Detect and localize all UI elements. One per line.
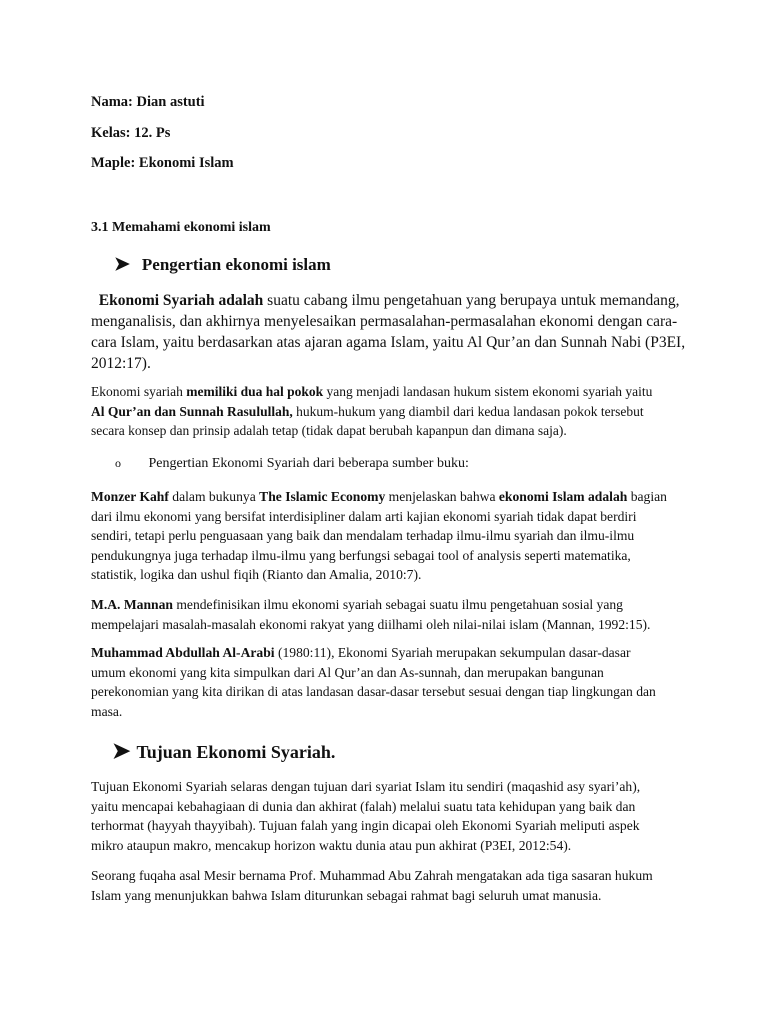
heading-tujuan-text: Tujuan Ekonomi Syariah.: [136, 742, 336, 762]
student-class: Kelas: 12. Ps: [91, 125, 171, 141]
paragraph-mannan: M.A. Mannan mendefinisikan ilmu ekonomi syariah sebagai suatu ilmu pengetahuan sosial yang mempelajari masalah-masalah ekonomi rakyat yang diilhami oleh nilai-nilai islam (Mannan, 1992:15).: [91, 597, 651, 632]
paragraph-definition: Ekonomi Syariah adalah suatu cabang ilmu pengetahuan yang berupaya untuk memandang, menganalisis, dan akhirnya menyelesaikan permasalahan-permasalahan ekonomi dengan cara- cara Islam, yaitu berdasarkan atas ajaran agama Islam, yaitu Al Qur’an dan Sunnah Nabi (P3EI, 2012:17).: [91, 292, 686, 372]
paragraph-monzer-kahf: Monzer Kahf dalam bukunya The Islamic Economy menjelaskan bahwa ekonomi Islam adalah bagian dari ilmu ekonomi yang bersifat interdisipliner dalam arti kajian ekonomi syariah tidak dapat berdiri sendiri, tetapi perlu penguasaan yang baik dan mendalam terhadap ilmu-ilmu syariah dan ilmu-ilmu pendukungnya juga terhadap ilmu-ilmu yang berfungsi sebagai tool of analysis seperti matematika, statistik, logika dan ushul fiqih (Rianto dan Amalia, 2010:7).: [91, 489, 667, 582]
section-title: 3.1 Memahami ekonomi islam: [91, 220, 271, 235]
term-ekonomi-syariah: Ekonomi Syariah adalah: [98, 292, 264, 309]
bullet-item: o Pengertian Ekonomi Syariah dari beberapa sumber buku:: [115, 456, 469, 471]
paragraph-al-arabi: Muhammad Abdullah Al-Arabi (1980:11), Ekonomi Syariah merupakan sekumpulan dasar-dasar umum ekonomi yang kita simpulkan dari Al Qur’an dan As-sunnah, dan merupakan bangunan perekonomian yang kita dirikan di atas landasan dasar-dasar tersebut sesuai dengan tiap lingkungan dan masa.: [91, 645, 656, 719]
circle-bullet-icon: o: [115, 456, 121, 470]
heading-tujuan: [112, 738, 335, 764]
paragraph-dua-hal-pokok: Ekonomi syariah memiliki dua hal pokok yang menjadi landasan hukum sistem ekonomi syariah yaitu Al Qur’an dan Sunnah Rasulullah, hukum-hukum yang diambil dari kedua landasan pokok tersebut secara konsep dan prinsip adalah tetap (tidak dapat berubah kapanpun dan dimana saja).: [91, 384, 653, 438]
subject: Maple: Ekonomi Islam: [91, 155, 234, 171]
paragraph-abu-zahrah: Seorang fuqaha asal Mesir bernama Prof. Muhammad Abu Zahrah mengatakan ada tiga sasaran hukum Islam yang menunjukkan bahwa Islam diturunkan sebagai rahmat bagi seluruh umat manusia.: [91, 868, 653, 903]
arrow-bullet-icon: ➤: [114, 254, 130, 275]
arrow-bullet-icon: ➤: [112, 738, 131, 763]
paragraph-tujuan: Tujuan Ekonomi Syariah selaras dengan tujuan dari syariat Islam itu sendiri (maqashid asy syari’ah), yaitu mencapai kebahagiaan di dunia dan akhirat (falah) melalui suatu tata kehidupan yang baik dan terhormat (hayyah thayyibah). Tujuan falah yang ingin dicapai oleh Ekonomi Syariah meliputi aspek mikro ataupun makro, mencakup horizon waktu dunia atau pun akhirat (P3EI, 2012:54).: [91, 779, 641, 853]
heading-pengertian-text: Pengertian ekonomi islam: [141, 255, 331, 274]
heading-pengertian: [114, 253, 331, 276]
student-name: Nama: Dian astuti: [91, 94, 205, 110]
